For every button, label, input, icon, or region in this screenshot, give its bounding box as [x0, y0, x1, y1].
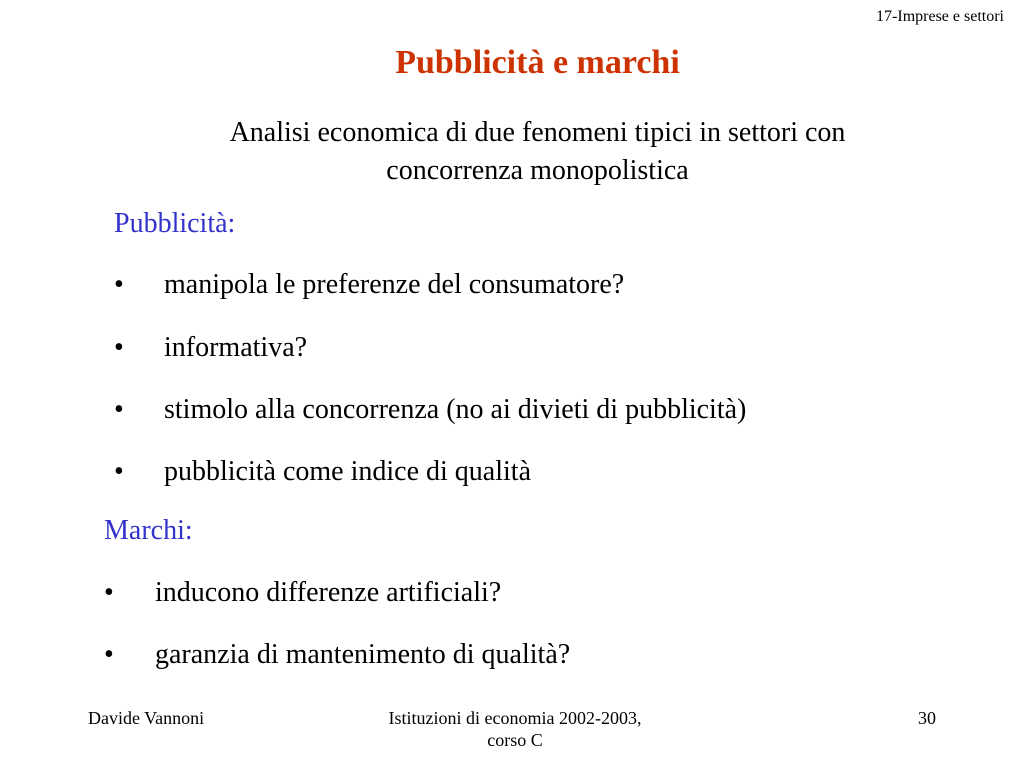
footer-course-line: corso C	[487, 730, 543, 750]
footer-course-line: Istituzioni di economia 2002-2003,	[388, 708, 642, 728]
slide-title: Pubblicità e marchi	[395, 44, 680, 81]
bullet-text: informativa?	[164, 332, 308, 363]
footer-author: Davide Vannoni	[88, 708, 205, 728]
bullet-icon: •	[114, 332, 124, 363]
slide-subtitle	[0, 114, 1024, 190]
footer-course	[360, 707, 670, 751]
footer-page-number: 30	[918, 708, 936, 728]
subtitle-line: Analisi economica di due fenomeni tipici in settori con	[229, 117, 846, 148]
bullet-icon: •	[104, 577, 114, 608]
bullet-text: garanzia di mantenimento di qualità?	[155, 639, 571, 670]
bullet-text: stimolo alla concorrenza (no ai divieti di pubblicità)	[164, 394, 747, 425]
subtitle-line: concorrenza monopolistica	[386, 155, 689, 186]
section-heading-marchi: Marchi:	[104, 515, 193, 546]
bullet-icon: •	[114, 394, 124, 425]
bullet-icon: •	[114, 456, 124, 487]
bullet-text: pubblicità come indice di qualità	[164, 456, 531, 487]
slide-header-tag: 17-Imprese e settori	[876, 8, 1004, 25]
bullet-icon: •	[114, 269, 124, 300]
bullet-text: inducono differenze artificiali?	[155, 577, 502, 608]
bullet-text: manipola le preferenze del consumatore?	[164, 269, 625, 300]
section-heading-pubblicita: Pubblicità:	[114, 208, 236, 239]
bullet-icon: •	[104, 639, 114, 670]
